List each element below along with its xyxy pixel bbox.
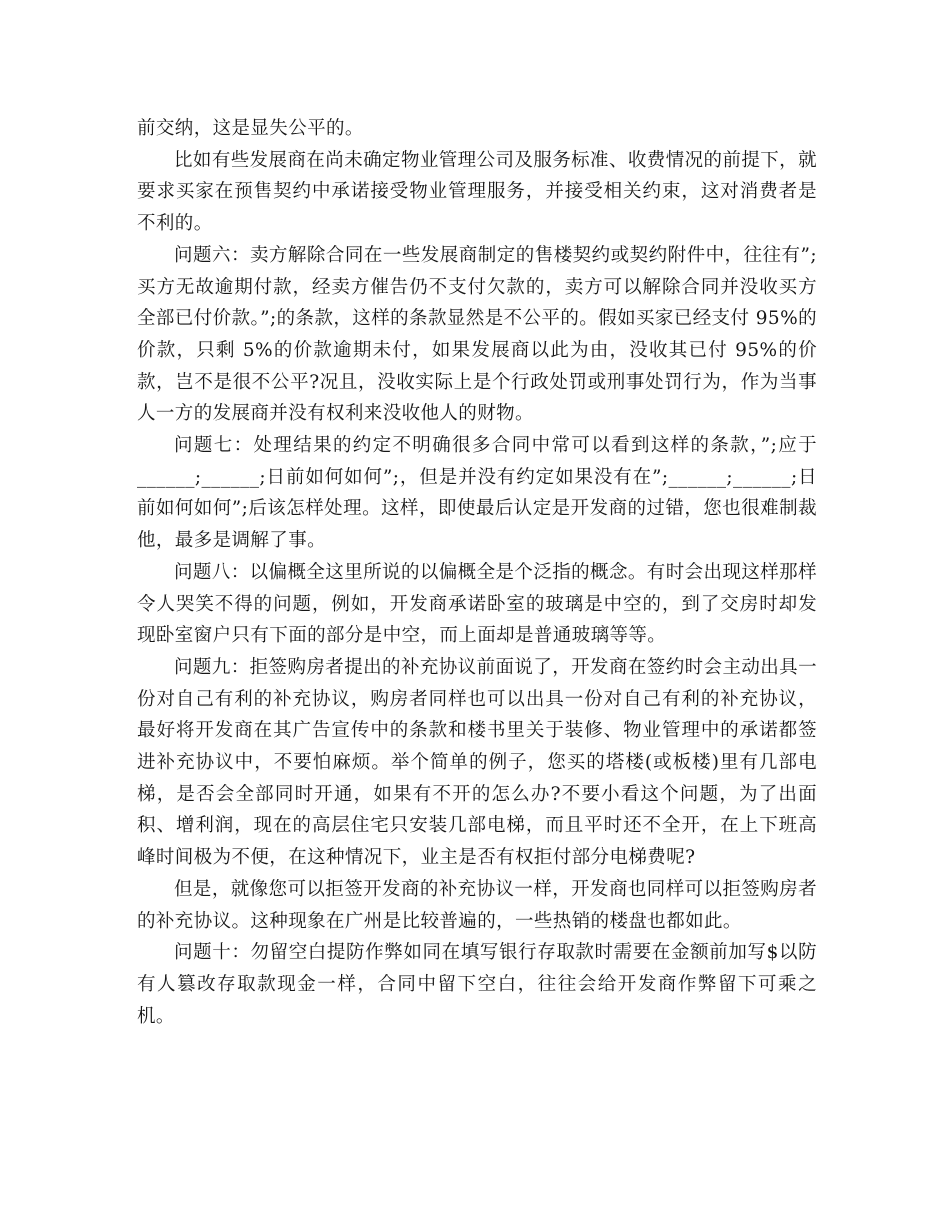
paragraph-continued: 前交纳，这是显失公平的。 [137,118,364,139]
paragraph-question-6: 问题六：卖方解除合同在一些发展商制定的售楼契约或契约附件中，往往有”;买方无故逾期付款，经卖方催告仍不支付欠款的，卖方可以解除合同并没收买方全部已付价款。”;的条款，这样的条款显然是不公平的。假如买家已经支付 95%的价款，只剩 5%的价款逾期未付，如果发展商以此为由，没收其已付 95%的价款，岂不是很不公平?况且，没收实际上是个行政处罚或刑事处罚行为，作为当事人一方的发展商并没有权利来没收他人的财物。 [137,244,817,425]
document-body [137,113,817,1032]
paragraph: 但是，就像您可以拒签开发商的补充协议一样，开发商也同样可以拒签购房者的补充协议。这种现象在广州是比较普遍的，一些热销的楼盘也都如此。 [137,878,817,932]
paragraph-question-8: 问题八：以偏概全这里所说的以偏概全是个泛指的概念。有时会出现这样那样令人哭笑不得的问题，例如，开发商承诺卧室的玻璃是中空的，到了交房时却发现卧室窗户只有下面的部分是中空，而上面却是普通玻璃等等。 [137,561,817,647]
paragraph-question-7: 问题七：处理结果的约定不明确很多合同中常可以看到这样的条款，”;应于______;______;日前如何如何”;，但是并没有约定如果没有在”;______;______;日前如何如何”;后该怎样处理。这样，即使最后认定是开发商的过错，您也很难制裁他，最多是调解了事。 [137,435,817,552]
paragraph-question-9: 问题九：拒签购房者提出的补充协议前面说了，开发商在签约时会主动出具一份对自己有利的补充协议，购房者同样也可以出具一份对自己有利的补充协议，最好将开发商在其广告宣传中的条款和楼书里关于装修、物业管理中的承诺都签进补充协议中，不要怕麻烦。举个简单的例子，您买的塔楼(或板楼)里有几部电梯，是否会全部同时开通，如果有不开的怎么办?不要小看这个问题，为了出面积、增利润，现在的高层住宅只安装几部电梯，而且平时还不全开，在上下班高峰时间极为不便，在这种情况下，业主是否有权拒付部分电梯费呢? [137,656,817,869]
paragraph-question-10: 问题十：勿留空白提防作弊如同在填写银行存取款时需要在金额前加写$以防有人篡改存取款现金一样，合同中留下空白，往往会给开发商作弊留下可乘之机。 [137,942,817,1027]
paragraph: 比如有些发展商在尚未确定物业管理公司及服务标准、收费情况的前提下，就要求买家在预售契约中承诺接受物业管理服务，并接受相关约束，这对消费者是不利的。 [137,149,817,235]
